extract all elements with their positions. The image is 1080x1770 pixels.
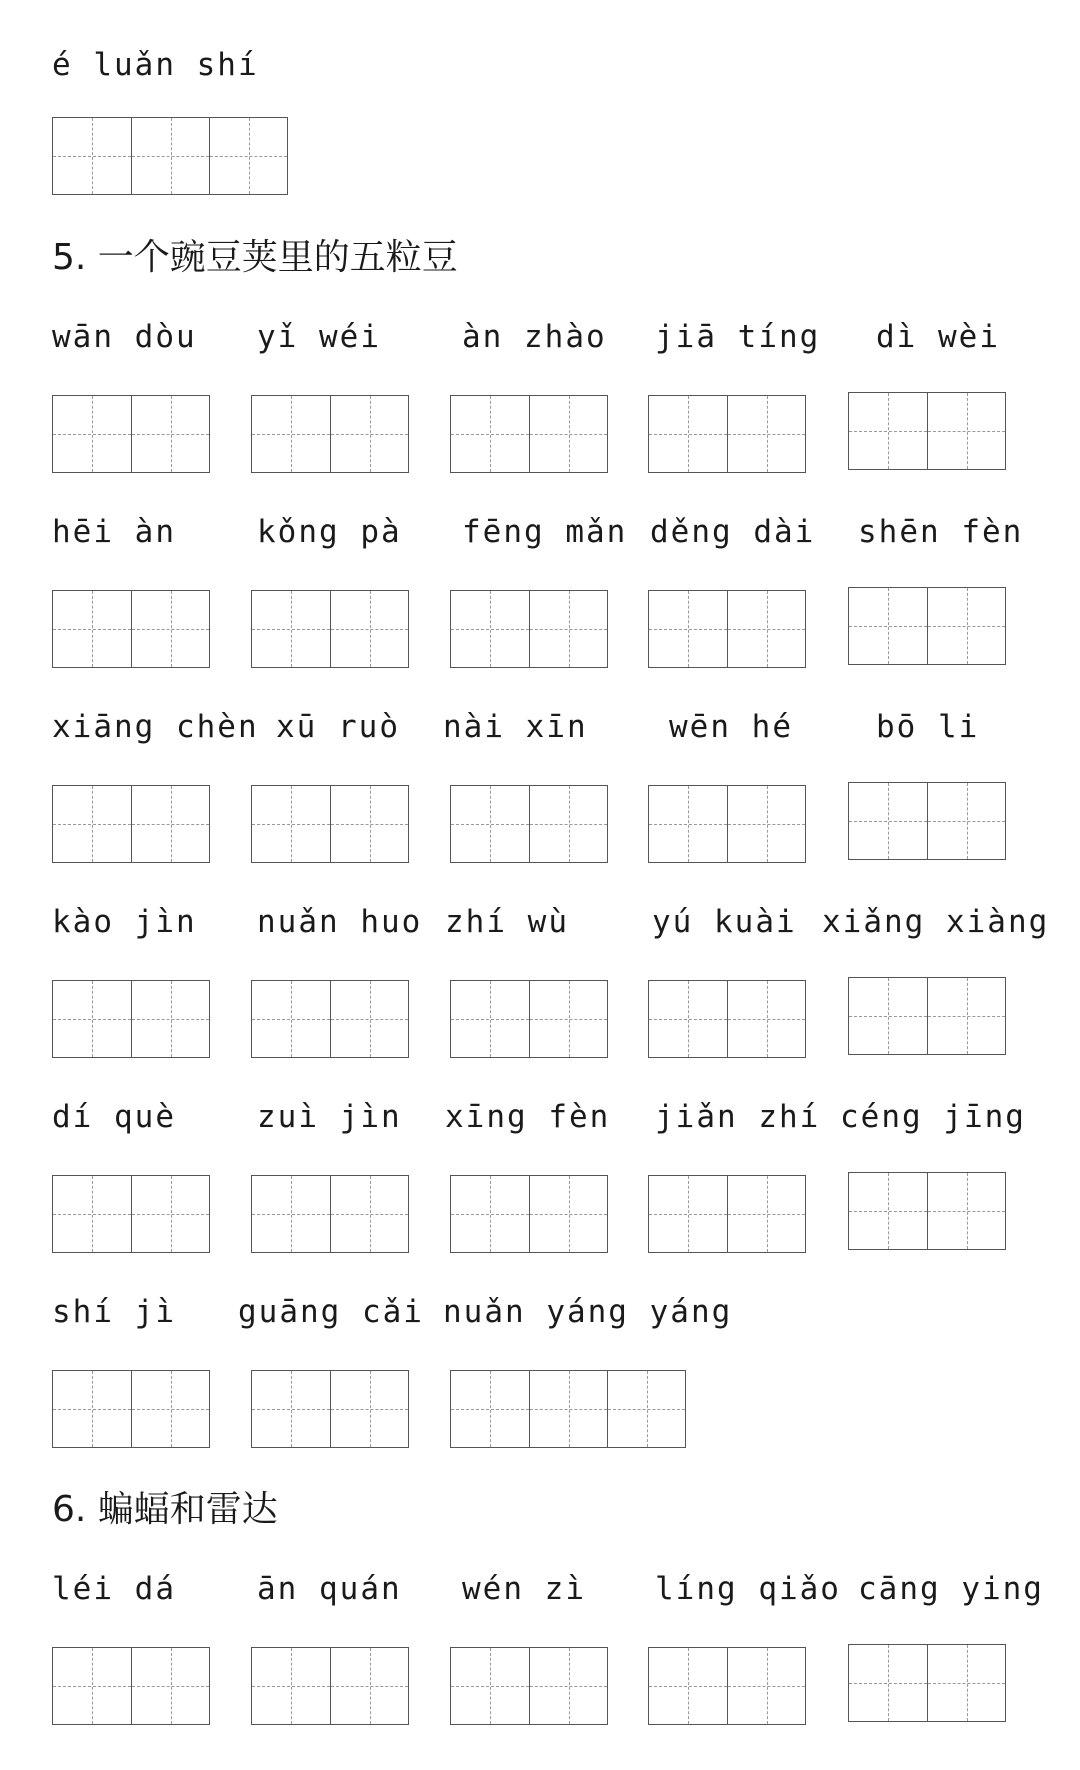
grid-cell[interactable]: [209, 118, 287, 194]
grid-cell[interactable]: [53, 786, 131, 862]
grid-cell[interactable]: [927, 588, 1005, 664]
grid-cell[interactable]: [451, 1371, 529, 1447]
grid-cell[interactable]: [529, 591, 607, 667]
grid-cell[interactable]: [727, 786, 805, 862]
pinyin-label: nuǎn huo: [257, 904, 423, 940]
grid-cell[interactable]: [649, 981, 727, 1057]
pinyin-label: zuì jìn: [257, 1099, 402, 1135]
character-writing-grid[interactable]: [52, 1370, 210, 1448]
grid-cell[interactable]: [330, 981, 408, 1057]
pinyin-label: líng qiǎo: [655, 1571, 841, 1607]
grid-cell[interactable]: [252, 1176, 330, 1252]
character-writing-grid[interactable]: [52, 1175, 210, 1253]
grid-cell[interactable]: [649, 1176, 727, 1252]
grid-cell[interactable]: [727, 1648, 805, 1724]
pinyin-label: jiǎn zhí: [655, 1099, 821, 1135]
grid-cell[interactable]: [330, 1176, 408, 1252]
pinyin-label: shēn fèn: [858, 514, 1024, 550]
character-writing-grid[interactable]: [848, 782, 1006, 860]
grid-cell[interactable]: [529, 1371, 607, 1447]
character-writing-grid[interactable]: [251, 1647, 409, 1725]
character-writing-grid[interactable]: [52, 590, 210, 668]
character-writing-grid[interactable]: [450, 980, 608, 1058]
grid-cell[interactable]: [451, 1648, 529, 1724]
pinyin-label: ān quán: [257, 1571, 402, 1607]
grid-cell[interactable]: [53, 981, 131, 1057]
pinyin-label: céng jīng: [840, 1099, 1026, 1135]
character-writing-grid[interactable]: [848, 1644, 1006, 1722]
grid-cell[interactable]: [649, 396, 727, 472]
grid-cell[interactable]: [330, 1371, 408, 1447]
grid-cell[interactable]: [252, 591, 330, 667]
pinyin-label: àn zhào: [462, 319, 607, 355]
grid-cell[interactable]: [927, 1645, 1005, 1721]
character-writing-grid[interactable]: [450, 395, 608, 473]
grid-cell[interactable]: [529, 786, 607, 862]
character-writing-grid[interactable]: [450, 1175, 608, 1253]
pinyin-label: xīng fèn: [445, 1099, 611, 1135]
pinyin-label: shí jì: [52, 1294, 176, 1330]
grid-cell[interactable]: [131, 118, 209, 194]
grid-cell[interactable]: [53, 1371, 131, 1447]
pinyin-label: dì wèi: [876, 319, 1000, 355]
grid-cell[interactable]: [927, 1173, 1005, 1249]
character-writing-grid[interactable]: [648, 395, 806, 473]
character-writing-grid[interactable]: [648, 1647, 806, 1725]
character-writing-grid[interactable]: [251, 980, 409, 1058]
character-writing-grid[interactable]: [648, 785, 806, 863]
grid-cell[interactable]: [330, 1648, 408, 1724]
lesson-heading: 6. 蝙蝠和雷达: [52, 1489, 278, 1530]
grid-cell[interactable]: [252, 1371, 330, 1447]
grid-cell[interactable]: [529, 981, 607, 1057]
pinyin-label: fēng mǎn: [462, 514, 628, 550]
pinyin-label: zhí wù: [445, 904, 569, 940]
grid-cell[interactable]: [649, 786, 727, 862]
grid-cell[interactable]: [529, 1648, 607, 1724]
pinyin-label: kào jìn: [52, 904, 197, 940]
character-writing-grid[interactable]: [450, 1370, 686, 1448]
character-writing-grid[interactable]: [251, 395, 409, 473]
grid-cell[interactable]: [53, 591, 131, 667]
pinyin-label: bō li: [876, 709, 980, 745]
pinyin-label: wén zì: [462, 1571, 586, 1607]
pinyin-label: xiāng chèn: [52, 709, 259, 745]
grid-cell[interactable]: [727, 981, 805, 1057]
grid-cell[interactable]: [330, 786, 408, 862]
character-writing-grid[interactable]: [52, 980, 210, 1058]
grid-cell[interactable]: [131, 396, 209, 472]
grid-cell[interactable]: [53, 396, 131, 472]
character-writing-grid[interactable]: [450, 1647, 608, 1725]
character-writing-grid[interactable]: [251, 590, 409, 668]
grid-cell[interactable]: [727, 591, 805, 667]
pinyin-label: cāng ying: [858, 1571, 1044, 1607]
character-writing-grid[interactable]: [648, 590, 806, 668]
grid-cell[interactable]: [252, 1648, 330, 1724]
grid-cell[interactable]: [649, 1648, 727, 1724]
grid-cell[interactable]: [451, 786, 529, 862]
grid-cell[interactable]: [252, 786, 330, 862]
grid-cell[interactable]: [849, 783, 927, 859]
character-writing-grid[interactable]: [251, 1370, 409, 1448]
grid-cell[interactable]: [849, 393, 927, 469]
grid-cell[interactable]: [927, 783, 1005, 859]
character-writing-grid[interactable]: [52, 117, 288, 195]
pinyin-label: děng dài: [650, 514, 816, 550]
character-writing-grid[interactable]: [848, 1172, 1006, 1250]
grid-cell[interactable]: [330, 396, 408, 472]
character-writing-grid[interactable]: [251, 785, 409, 863]
pinyin-label: yǐ wéi: [257, 319, 381, 355]
grid-cell[interactable]: [927, 393, 1005, 469]
grid-cell[interactable]: [849, 1645, 927, 1721]
character-writing-grid[interactable]: [848, 587, 1006, 665]
lesson-heading: 5. 一个豌豆荚里的五粒豆: [52, 237, 458, 278]
pinyin-label: guāng cǎi: [238, 1294, 424, 1330]
grid-cell[interactable]: [131, 591, 209, 667]
grid-cell[interactable]: [849, 978, 927, 1054]
character-writing-grid[interactable]: [648, 1175, 806, 1253]
grid-cell[interactable]: [451, 591, 529, 667]
grid-cell[interactable]: [131, 981, 209, 1057]
pinyin-label: wēn hé: [669, 709, 793, 745]
pinyin-label: dí què: [52, 1099, 176, 1135]
pinyin-label: léi dá: [52, 1571, 176, 1607]
character-writing-grid[interactable]: [52, 785, 210, 863]
character-writing-grid[interactable]: [848, 977, 1006, 1055]
grid-cell[interactable]: [53, 1648, 131, 1724]
character-writing-grid[interactable]: [251, 1175, 409, 1253]
grid-cell[interactable]: [529, 396, 607, 472]
character-writing-grid[interactable]: [450, 590, 608, 668]
grid-cell[interactable]: [131, 1371, 209, 1447]
grid-cell[interactable]: [451, 1176, 529, 1252]
pinyin-label: xū ruò: [276, 709, 400, 745]
grid-cell[interactable]: [53, 1176, 131, 1252]
grid-cell[interactable]: [849, 1173, 927, 1249]
character-writing-grid[interactable]: [648, 980, 806, 1058]
grid-cell[interactable]: [53, 118, 131, 194]
character-writing-grid[interactable]: [52, 1647, 210, 1725]
pinyin-label: yú kuài: [652, 904, 797, 940]
grid-cell[interactable]: [451, 396, 529, 472]
grid-cell[interactable]: [252, 981, 330, 1057]
pinyin-label: xiǎng xiàng: [822, 904, 1050, 940]
grid-cell[interactable]: [131, 1176, 209, 1252]
grid-cell[interactable]: [131, 786, 209, 862]
character-writing-grid[interactable]: [848, 392, 1006, 470]
grid-cell[interactable]: [131, 1648, 209, 1724]
grid-cell[interactable]: [607, 1371, 685, 1447]
grid-cell[interactable]: [849, 588, 927, 664]
grid-cell[interactable]: [649, 591, 727, 667]
grid-cell[interactable]: [529, 1176, 607, 1252]
character-writing-grid[interactable]: [52, 395, 210, 473]
grid-cell[interactable]: [252, 396, 330, 472]
character-writing-grid[interactable]: [450, 785, 608, 863]
pinyin-label: é luǎn shí: [52, 47, 259, 83]
pinyin-label: jiā tíng: [655, 319, 821, 355]
pinyin-label: hēi àn: [52, 514, 176, 550]
pinyin-label: wān dòu: [52, 319, 197, 355]
pinyin-label: nài xīn: [443, 709, 588, 745]
pinyin-label: nuǎn yáng yáng: [443, 1294, 733, 1330]
pinyin-label: kǒng pà: [257, 514, 402, 550]
grid-cell[interactable]: [330, 591, 408, 667]
grid-cell[interactable]: [451, 981, 529, 1057]
grid-cell[interactable]: [727, 396, 805, 472]
grid-cell[interactable]: [727, 1176, 805, 1252]
grid-cell[interactable]: [927, 978, 1005, 1054]
